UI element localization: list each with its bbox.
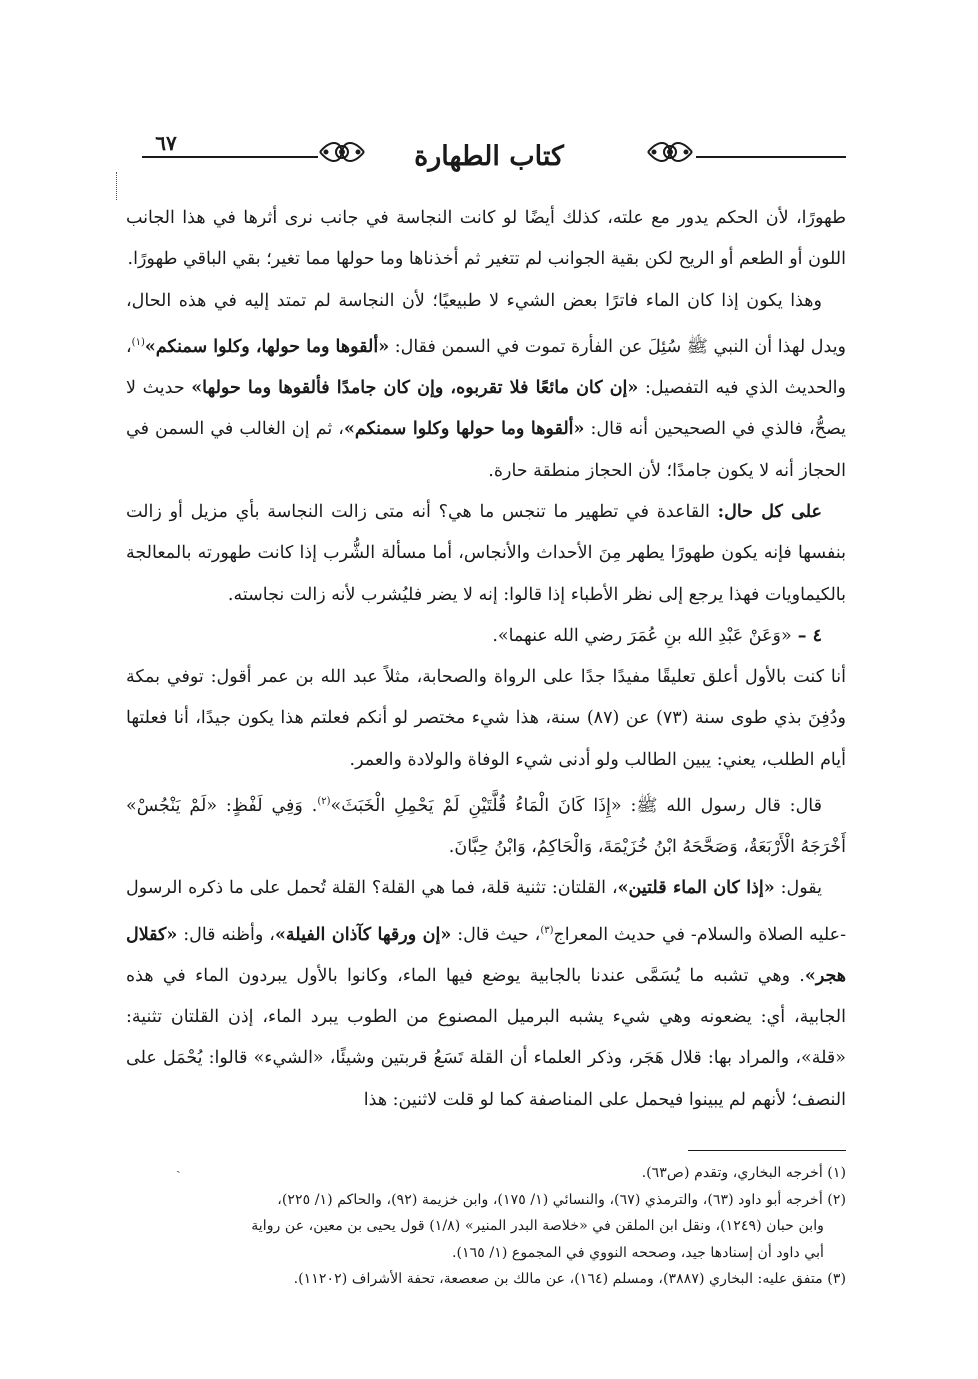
p7-text-e: . وهي تشبه ما يُسَمَّى عندنا بالجابية يوضع فيها الماء، وكانوا بالأول يبردون الماء في هذه الجابية، أي: يضعونه وهي شيء يشبه البرميل المصنوع من الطوب يبرد الماء، إذن القلتان تثنية: «قلة»، والمراد بها: قلال هَجَر، وذكر العلماء أن القلة تَسَعُ قربتين وشيئًا، «الشيء» قالوا: يُحْمَل على النصف؛ لأنهم لم يبينوا فيحمل على المناصفة كما لو قلت لاثنين: هذا	[126, 965, 846, 1110]
footnote-3: (٣) متفق عليه: البخاري (٣٨٨٧)، ومسلم (١٦٤)، عن مالك بن صعصعة، تحفة الأشراف (١١٢٠٢).	[293, 1271, 846, 1287]
ornament-right-icon	[644, 130, 696, 174]
paragraph-5: أنا كنت بالأول أعلق تعليقًا مفيدًا جدًا على الرواة والصحابة، مثلاً عبد الله بن عمر أقول: توفي بمكة ودُفِنَ بذي طوى سنة (٧٣) عن (٨٧) سنة، هذا شيء مختصر لو أنكم فعلتم هذا يكون جيدًا، أنا فعلتها أيام الطلب، يعني: يبين الطالب ولو أدنى شيء الوفاة والولادة والعمر.	[126, 667, 846, 770]
footnote-ref-3: (٣)	[540, 924, 554, 936]
page-number: ٦٧	[142, 130, 190, 158]
body-text	[126, 198, 846, 1121]
p7-text-a: يقول:	[774, 878, 823, 899]
hadith-number: ٤ –	[791, 625, 822, 646]
hadith-text	[126, 781, 846, 868]
footnote-1: (١) أخرجه البخاري، وتقدم (ص٦٣).	[641, 1165, 846, 1181]
hadith-quote-3: «ألقوها وما حولها وكلوا سمنكم»	[343, 419, 585, 440]
header-rule-right	[696, 156, 846, 158]
p7-text-c: ، حيث قال:	[451, 924, 541, 945]
footnote-ref-2: (٢)	[317, 795, 331, 807]
p7-text-d: ، وأظنه قال:	[177, 924, 275, 945]
chapter-title: كتاب الطهارة	[414, 141, 564, 172]
stray-mark: ˎ	[176, 1158, 181, 1174]
hadith-heading	[126, 616, 846, 657]
p7-quote-2: «إن ورقها كآذان الفيلة»	[274, 924, 452, 945]
p7-text-b: ، القلتان: تثنية قلة، فما هي القلة؟ القلة تُحمل على ما ذكره الرسول -عليه الصلاة والسلام- في حديث المعراج	[126, 878, 846, 945]
p3-text: القاعدة في تطهير ما تنجس ما هي؟ أنه متى زالت النجاسة بأي مزيل أو زالت بنفسها فإنه يكون طهورًا يطهر مِنَ الأحداث والأنجاس، أما مسألة الشُّرب إذا كانت طهورته بالمعالجة بالكيماويات فهذا يرجع إلى نظر الأطباء إذا قالوا: إنه لا يضر فليُشرب لأنه زالت نجاسته.	[126, 501, 846, 605]
header-rule-left	[190, 156, 318, 158]
paragraph-2	[126, 281, 846, 492]
p2-text-c: حديث لا يصحُّ، فالذي في الصحيحين أنه قال:	[126, 378, 846, 440]
paragraph-1: طهورًا، لأن الحكم يدور مع علته، كذلك أيضًا لو كانت النجاسة في جانب نرى أثرها في هذا الجانب اللون أو الطعم أو الريح لكن بقية الجوانب لم تتغير ثم أخذناها وما حولها مما تغير؛ بقي الباقي طهورًا.	[126, 208, 846, 270]
p2-text-b: ، والحديث الذي فيه التفصيل:	[126, 336, 846, 399]
footnote-ref-1: (١)	[131, 336, 145, 348]
footnote-2-line-3: أبي داود أن إسنادها جيد، وصححه النووي في المجموع (١/ ١٦٥).	[452, 1244, 824, 1261]
p3-lead: على كل حال:	[717, 501, 822, 522]
margin-mark	[116, 172, 121, 200]
paragraph-3	[126, 492, 846, 616]
p7-quote-1: «إذا كان الماء قلتين»	[617, 878, 775, 899]
hadith-text-b: . وَفِي لَفْظٍ: «لَمْ يَنْجُسْ» أَخْرَجَهُ الْأَرْبَعَةُ، وَصَحَّحَهُ ابْنُ خُزَيْمَةَ، وَالْحَاكِمُ، وَابْنُ حِبَّانَ.	[126, 795, 846, 858]
footnote-rule	[688, 1150, 846, 1151]
hadith-quote-1: «ألقوها وما حولها، وكلوا سمنكم»	[144, 336, 390, 357]
p2-text-d: ، ثم إن الغالب في السمن في الحجاز أنه لا يكون جامدًا؛ لأن الحجاز منطقة حارة.	[126, 419, 846, 481]
hadith-narrator: «وَعَنْ عَبْدِ الله بنِ عُمَرَ رضي الله عنهما».	[492, 625, 792, 646]
footnotes	[126, 1160, 846, 1293]
paragraph-7	[126, 868, 846, 1121]
hadith-quote-2: «إن كان مائعًا فلا تقربوه، وإن كان جامدًا فألقوها وما حولها»	[191, 378, 639, 399]
p7-quote-3: «كقلال هجر»	[126, 924, 846, 986]
p2-text-a: وهذا يكون إذا كان الماء فاترًا بعض الشيء لا طبيعيًا؛ لأن النجاسة لم تمتد إليه في هذه الحال، ويدل لهذا أن النبي ﷺ سُئِلَ عن الفأرة تموت في السمن فقال:	[126, 290, 847, 357]
footnote-2: (٢) أخرجه أبو داود (٦٣)، والترمذي (٦٧)، والنسائي (١/ ١٧٥)، وابن خزيمة (٩٢)، والحاكم (١/ ٢٢٥)،	[277, 1191, 846, 1208]
hadith-text-a: قال: قال رسول الله ﷺ: «إِذَا كَانَ الْمَاءُ قُلَّتَيْنِ لَمْ يَحْمِلِ الْخَبَثَ»	[330, 795, 822, 816]
footnote-2-line-2: وابن حبان (١٢٤٩)، ونقل ابن الملقن في «خلاصة البدر المنير» (١/٨) قول يحيى بن معين، عن رواية	[251, 1218, 824, 1234]
